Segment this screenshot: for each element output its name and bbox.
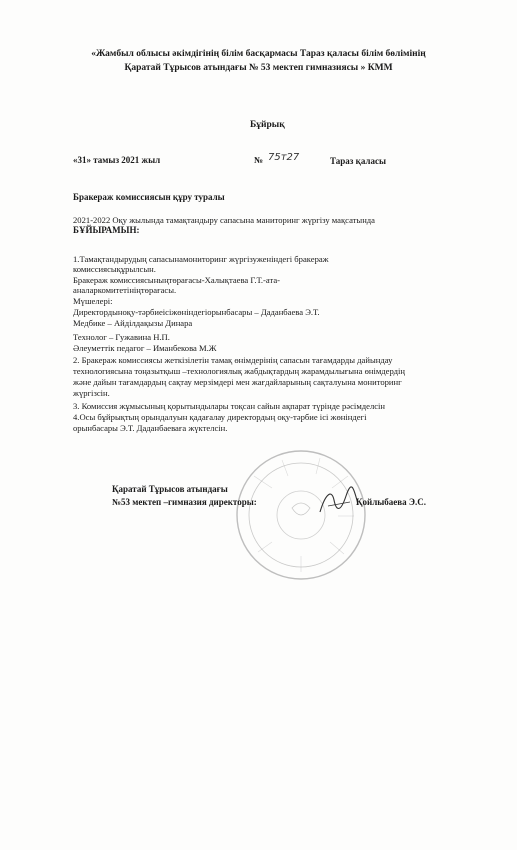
signatory-name: Қойлыбаева Э.С. [356, 497, 426, 507]
body-line: комиссиясықұрылсын. [73, 264, 156, 274]
body-line: 2. Бракераж комиссиясы жеткізілетін тамақ өнімдерінің сапасын тағамдарды дайындау [73, 355, 393, 365]
order-number-handwritten: 75т27 [268, 152, 300, 163]
body-line: орынбасары Э.Т. Даданбаеваға жүктелсін. [73, 423, 228, 433]
document-type-title: Бұйрық [250, 120, 285, 130]
body-line: аналаркомитетініңтөрағасы. [73, 285, 177, 295]
signature-title-line-1: Қаратай Тұрысов атындағы [112, 484, 228, 494]
body-line: жүргізсін. [73, 388, 110, 398]
organization-line-2: Қаратай Тұрысов атындағы № 53 мектеп гимназиясы » КММ [124, 63, 393, 73]
order-date: «31» тамыз 2021 жыл [73, 155, 161, 165]
preamble-text: 2021-2022 Оқу жылында тамақтандыру сапасына маниторинг жүргізу мақсатында [73, 215, 375, 225]
body-line: Мүшелері: [73, 296, 113, 306]
body-line: Технолог – Гужавина Н.П. [73, 332, 170, 342]
body-line: 3. Комиссия жұмысының қорытындылары тоқсан сайын ақпарат түрінде рәсімделсін [73, 401, 386, 411]
order-word: БҰЙЫРАМЫН: [73, 225, 140, 235]
order-subject: Бракераж комиссиясын құру туралы [73, 192, 225, 202]
body-line: 4.Осы бұйрықтың орындалуын қадағалау директордың оқу-тәрбие ісі жөніндегі [73, 412, 367, 422]
body-line: 1.Тамақтандырудың сапасынамониторинг жүргізуженіндегі бракераж [73, 254, 329, 264]
order-number-label: № [254, 155, 264, 165]
body-line: Әлеуметтік педагог – Иманбекова М.Ж [73, 343, 217, 353]
organization-line-1: «Жамбыл облысы әкімдігінің білім басқармасы Тараз қаласы білім бөлімінің [91, 49, 426, 59]
body-line: Директордыноқу-тәрбиеісіжөніндегіорынбасары – Даданбаева Э.Т. [73, 307, 320, 317]
order-city: Тараз қаласы [330, 156, 386, 166]
signature-title-line-2: №53 мектеп –гимназия директоры: [112, 497, 257, 507]
body-line: Медбике – Айділдақызы Динара [73, 318, 193, 328]
body-line: және дайын тағамдардың сақтау мерзімдері мен жағдайларының сақталуына мониторинг [73, 377, 402, 387]
body-line: Бракераж комиссиясыныңтөрағасы-Халықтаева Г.Т.-ата- [73, 275, 281, 285]
body-line: технологиясына тоңазытқыш –технологиялық жабдықтардың жарамдылығына өнімдердің [73, 366, 406, 376]
